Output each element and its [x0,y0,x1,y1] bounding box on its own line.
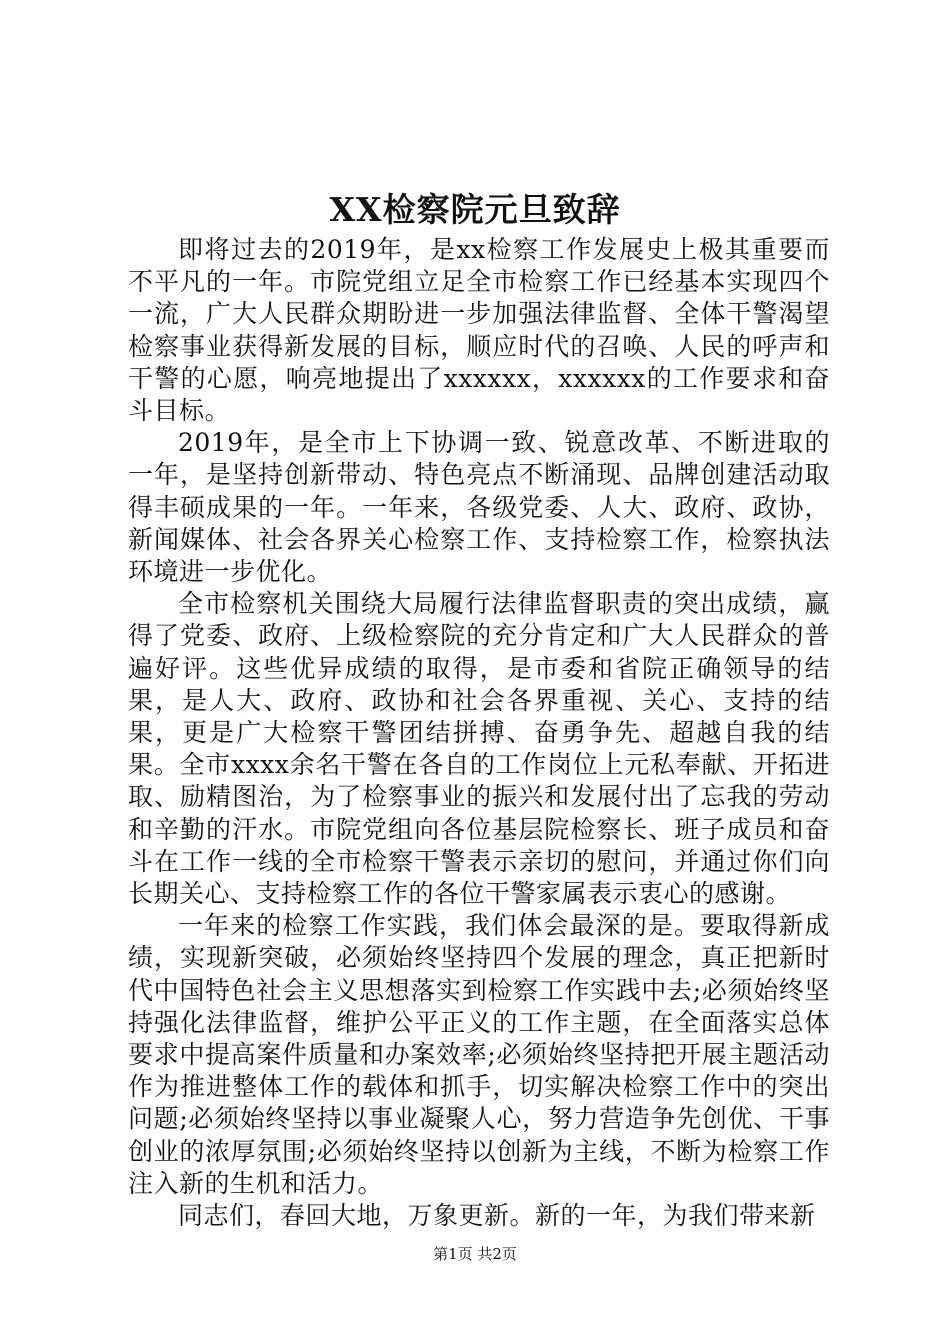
document-body [128,234,830,1232]
paragraph-2: 2019年，是全市上下协调一致、锐意改革、不断进取的一年，是坚持创新带动、特色亮点不断涌现、品牌创建活动取得丰硕成果的一年。一年来，各级党委、人大、政府、政协，新闻媒体、社会各界关心检察工作、支持检察工作，检察执法环境进一步优化。 [128,428,830,587]
page-footer: 第1页 共2页 [433,1245,517,1263]
document-title: XX检察院元旦致辞 [329,190,621,229]
paragraph-1: 即将过去的2019年，是xx检察工作发展史上极其重要而不平凡的一年。市院党组立足全市检察工作已经基本实现四个一流，广大人民群众期盼进一步加强法律监督、全体干警渴望检察事业获得新发展的目标，顺应时代的召唤、人民的呼声和干警的心愿，响亮地提出了xxxxxx，xxxxxx的工作要求和奋斗目标。 [128,235,830,426]
paragraph-4: 一年来的检察工作实践，我们体会最深的是。要取得新成绩，实现新突破，必须始终坚持四个发展的理念，真正把新时代中国特色社会主义思想落实到检察工作实践中去;必须始终坚持强化法律监督，维护公平正义的工作主题，在全面落实总体要求中提高案件质量和办案效率;必须始终坚持把开展主题活动作为推进整体工作的载体和抓手，切实解决检察工作中的突出问题;必须始终坚持以事业凝聚人心，努力营造争先创优、干事创业的浓厚氛围;必须始终坚持以创新为主线，不断为检察工作注入新的生机和活力。 [128,911,830,1198]
paragraph-5: 同志们，春回大地，万象更新。新的一年，为我们带来新 [178,1201,816,1231]
paragraph-3: 全市检察机关围绕大局履行法律监督职责的突出成绩，赢得了党委、政府、上级检察院的充分肯定和广大人民群众的普遍好评。这些优异成绩的取得，是市委和省院正确领导的结果，是人大、政府、政协和社会各界重视、关心、支持的结果，更是广大检察干警团结拼搏、奋勇争先、超越自我的结果。全市xxxx余名干警在各自的工作岗位上元私奉献、开拓进取、励精图治，为了检察事业的振兴和发展付出了忘我的劳动和辛勤的汗水。市院党组向各位基层院检察长、班子成员和奋斗在工作一线的全市检察干警表示亲切的慰问，并通过你们向长期关心、支持检察工作的各位干警家属表示衷心的感谢。 [128,589,830,909]
